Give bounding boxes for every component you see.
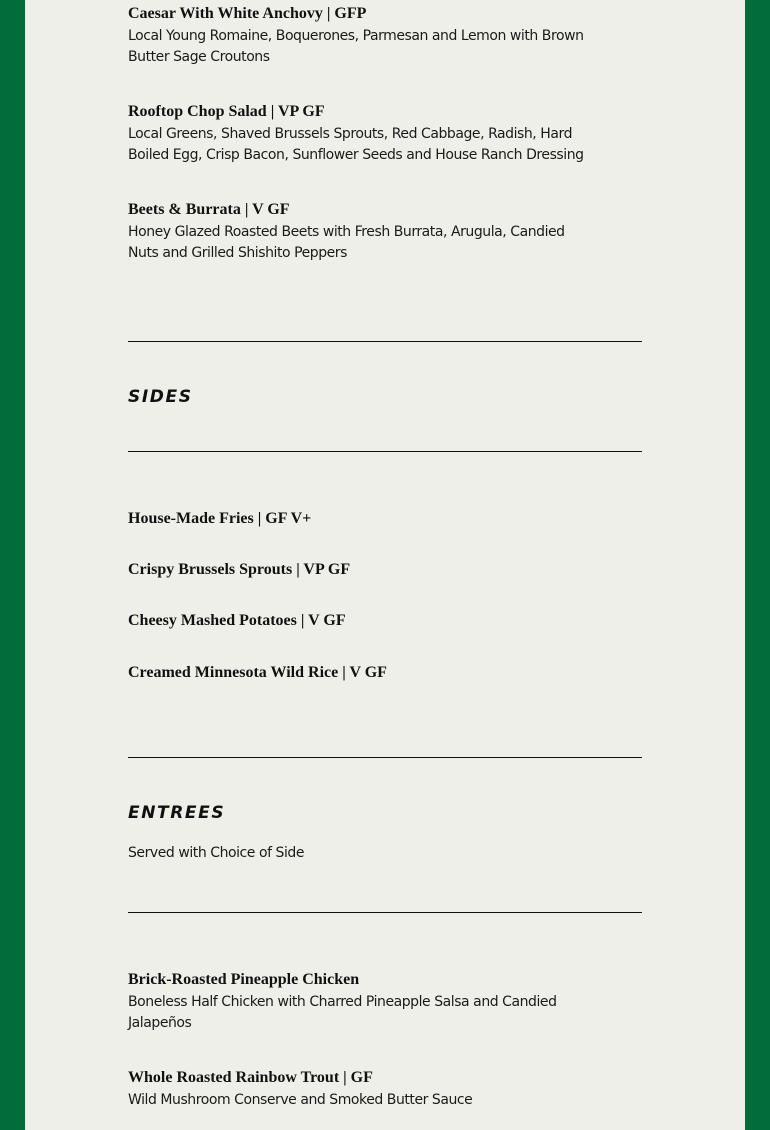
section-subtitle: Served with Choice of Side	[128, 845, 305, 861]
item-name: Creamed Minnesota Wild Rice | V GF	[128, 664, 387, 681]
menu-item	[128, 560, 350, 580]
menu-item	[128, 200, 598, 264]
section-title-sides: SIDES	[128, 387, 193, 407]
item-name: Crispy Brussels Sprouts | VP GF	[128, 561, 351, 578]
item-name: Rooftop Chop Salad | VP GF	[128, 103, 325, 120]
item-description: Wild Mushroom Conserve and Smoked Butter Sauce	[128, 1092, 473, 1108]
menu-item	[128, 970, 598, 1034]
section-divider	[128, 757, 642, 758]
menu-item	[128, 611, 346, 631]
item-name: Cheesy Mashed Potatoes | V GF	[128, 612, 346, 629]
item-name: Beets & Burrata | V GF	[128, 201, 290, 218]
menu-item	[128, 663, 387, 683]
menu-item	[128, 102, 598, 166]
menu-page	[25, 0, 745, 1130]
item-description: Honey Glazed Roasted Beets with Fresh Burrata, Arugula, Candied Nuts and Grilled Shishito Peppers	[128, 224, 565, 261]
item-description: Local Young Romaine, Boquerones, Parmesan and Lemon with Brown Butter Sage Croutons	[128, 28, 584, 65]
section-divider	[128, 341, 642, 342]
section-divider	[128, 451, 642, 452]
section-title-entrees: ENTREES	[128, 803, 226, 823]
menu-item	[128, 1068, 598, 1111]
item-name: Brick-Roasted Pineapple Chicken	[128, 971, 360, 988]
item-name: House-Made Fries | GF V+	[128, 510, 312, 527]
item-name: Caesar With White Anchovy | GFP	[128, 5, 367, 22]
section-divider	[128, 912, 642, 913]
item-name: Whole Roasted Rainbow Trout | GF	[128, 1069, 373, 1086]
menu-item	[128, 4, 598, 68]
menu-item	[128, 509, 311, 529]
item-description: Boneless Half Chicken with Charred Pineapple Salsa and Candied Jalapeños	[128, 994, 557, 1031]
item-description: Local Greens, Shaved Brussels Sprouts, Red Cabbage, Radish, Hard Boiled Egg, Crisp Bacon, Sunflower Seeds and House Ranch Dressing	[128, 126, 584, 163]
